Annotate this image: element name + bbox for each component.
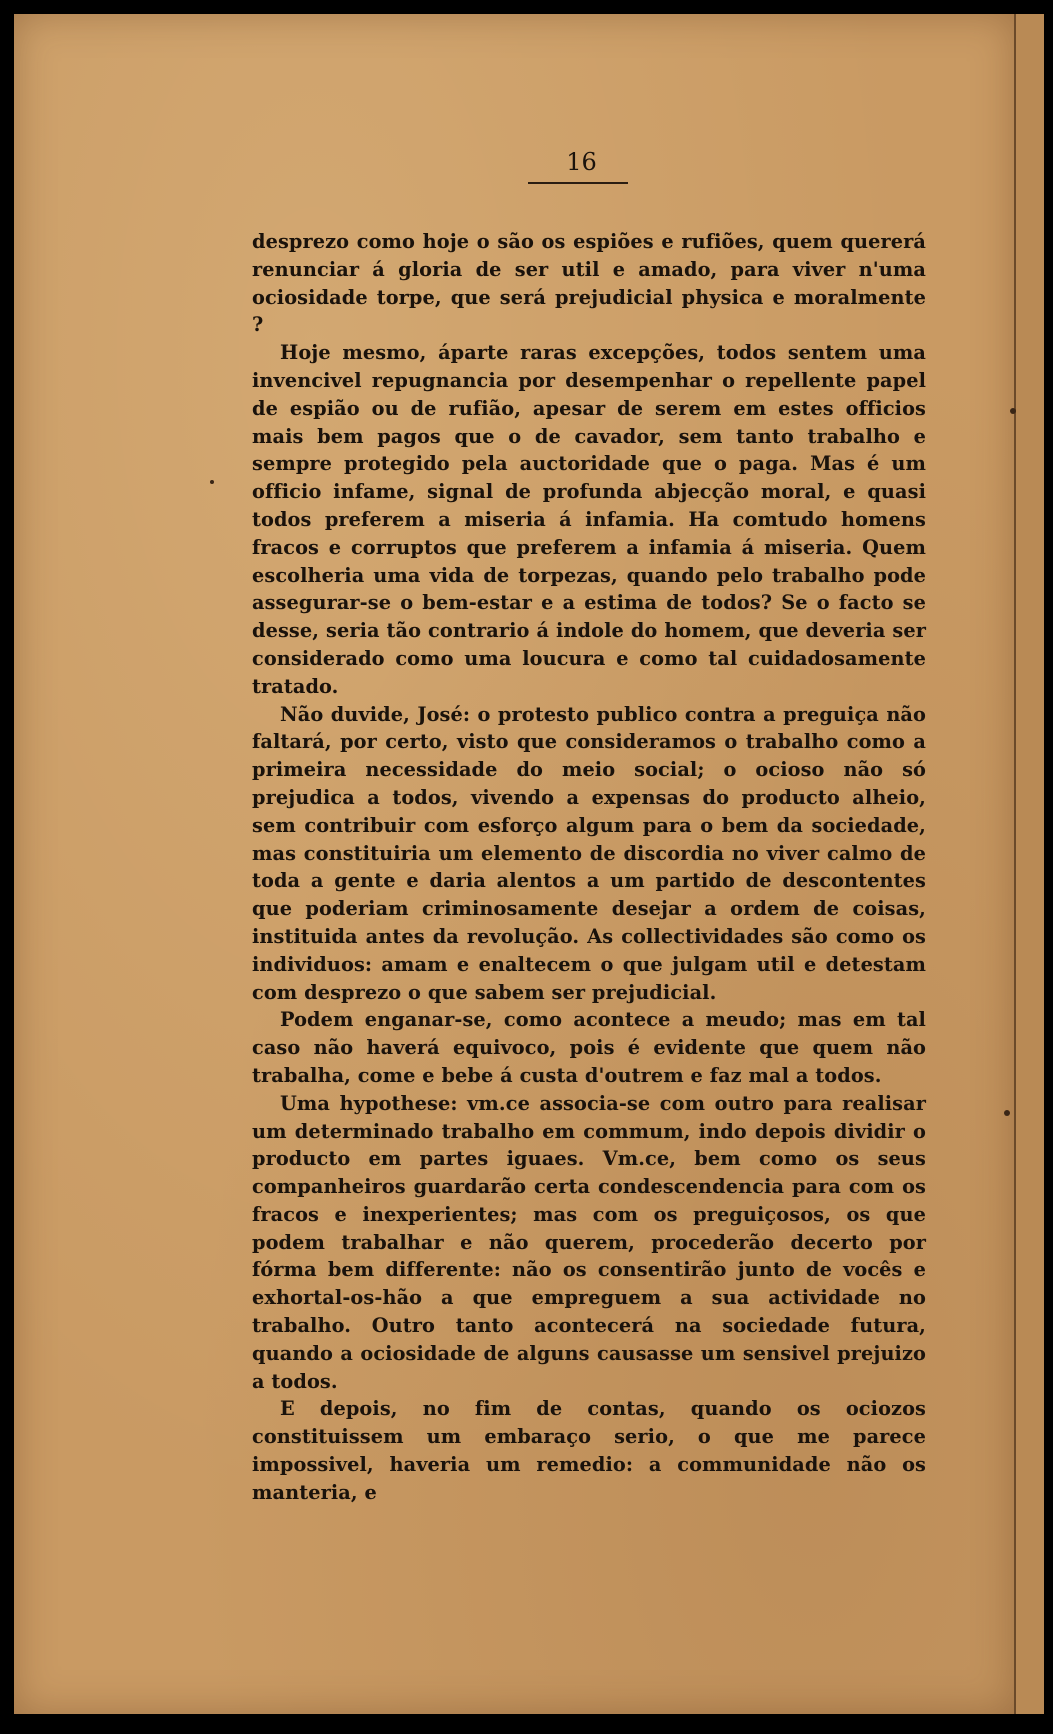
edge-speck xyxy=(1004,1110,1010,1116)
edge-speck xyxy=(1010,408,1016,414)
paragraph-2: Hoje mesmo, áparte raras excepções, todos sentem uma invencivel repugnancia por desempenhar o repellente papel de espião ou de rufião, apesar de serem em estes officios mais bem pagos que o de cavador, sem tanto trabalho e sempre protegido pela auctoridade que o paga. Mas é um officio infame, signal de profunda abjecção moral, e quasi todos preferem a miseria á infamia. Ha comtudo homens fracos e corruptos que preferem a infamia á miseria. Quem escolheria uma vida de torpezas, quando pelo trabalho pode assegurar-se o bem-estar e a estima de todos? Se o facto se desse, seria tão contrario á indole do homem, que deveria ser considerado como uma loucura e como tal cuidadosamente tratado. xyxy=(252,341,926,698)
paragraph-6: E depois, no fim de contas, quando os ociozos constituissem um embaraço serio, o que me parece impossivel, haveria um remedio: a communidade não os manteria, e xyxy=(252,1397,926,1504)
page-number: 16 xyxy=(566,148,597,176)
paragraph-5: Uma hypothese: vm.ce associa-se com outro para realisar um determinado trabalho em commum, indo depois dividir o producto em partes iguaes. Vm.ce, bem como os seus companheiros guardarão certa condescendencia para com os fracos e inexperientes; mas com os preguiçosos, os que podem trabalhar e não querem, procederão decerto por fórma bem differente: não os consentirão junto de vocês e exhortal-os-hão a que empreguem a sua actividade no trabalho. Outro tanto acontecerá na sociedade futura, quando a ociosidade de alguns causasse um sensivel prejuizo a todos. xyxy=(252,1091,926,1393)
body-text xyxy=(252,228,926,1507)
page-edge xyxy=(1014,14,1044,1714)
paragraph-1: desprezo como hoje o são os espiões e rufiões, quem quererá renunciar á gloria de ser util e amado, para viver n'uma ociosidade torpe, que será prejudicial physica e moralmente ? xyxy=(252,230,926,337)
page-number-rule xyxy=(528,182,628,184)
paragraph-3: Não duvide, José: o protesto publico contra a preguiça não faltará, por certo, visto que consideramos o trabalho como a primeira necessidade do meio social; o ocioso não só prejudica a todos, vivendo a expensas do producto alheio, sem contribuir com esforço algum para o bem da sociedade, mas constituiria um elemento de discordia no viver calmo de toda a gente e daria alentos a um partido de descontentes que poderiam criminosamente desejar a ordem de coisas, instituida antes da revolução. As collectividades são como os individuos: amam e enaltecem o que julgam util e detestam com desprezo o que sabem ser prejudicial. xyxy=(252,702,926,1004)
page-speck xyxy=(210,480,214,484)
paragraph-4: Podem enganar-se, como acontece a meudo; mas em tal caso não haverá equivoco, pois é evidente que quem não trabalha, come e bebe á custa d'outrem e faz mal a todos. xyxy=(252,1008,926,1087)
